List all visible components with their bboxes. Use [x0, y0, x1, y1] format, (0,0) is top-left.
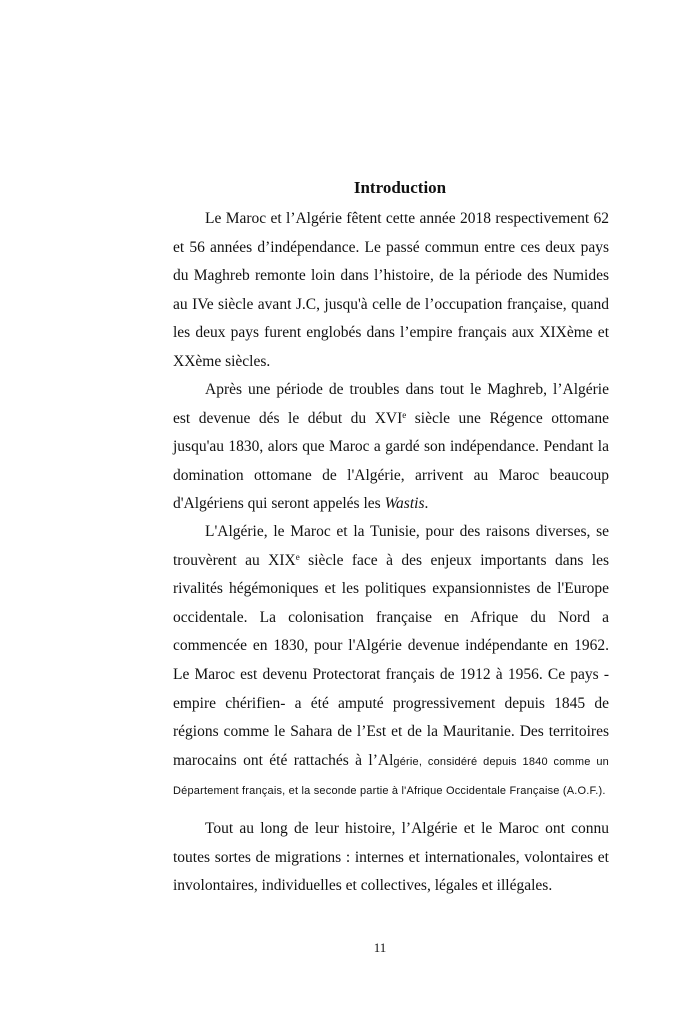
paragraph-1-text: Le Maroc et l’Algérie fêtent cette année 2018 respectivement 62 et 56 années d’indépendance. Le passé commun entre ces deux pays du Maghreb remonte loin dans l’histoire, de la période des Numides au IVe siècle avant J.C, jusqu'à celle de l’occupation française, quand les deux pays furent englobés dans l’empire français aux XIXème et XXème siècles. [173, 210, 609, 370]
page-title: Introduction [353, 178, 447, 197]
page-number: 11 [373, 940, 387, 955]
superscript-e: e [295, 551, 300, 562]
paragraph-3-text-a: L'Algérie, le Maroc et la Tunisie, pour des raisons diverses, se trouvèrent au XIX [173, 523, 609, 569]
paragraph-3 [173, 518, 609, 805]
paragraph-2-text-c: . [424, 495, 429, 513]
paragraph-3-text-b: siècle face à des enjeux importants dans les rivalités hégémoniques et les politiques expansionnistes de l'Europe occidentale. La colonisation française en Afrique du Nord a commencée en 1830, pour l'Algérie devenue indépendante en 1962. Le Maroc est devenu Protectorat français de 1912 à 1956. Ce pays - empire chérifien- a été amputé progressivement depuis 1845 de régions comme le Sahara de l’Est et de la Mauritanie. Des territoires marocains ont été rattachés à l’Al [173, 551, 610, 769]
paragraph-2 [173, 376, 609, 519]
paragraph-2-text-b: siècle une Régence ottomane jusqu'au 1830, alors que Maroc a gardé son indépendance. Pendant la domination ottomane de l'Algérie, arrivent au Maroc beaucoup d'Algériens qui seront appelés les [173, 409, 609, 513]
paragraph-2-text-a: Après une période de troubles dans tout le Maghreb, l’Algérie est devenue dés le début du XVI [173, 381, 609, 427]
paragraph-3-small-text: gérie, considéré depuis 1840 comme un Département français, et la seconde partie à l'Afrique Occidentale Française (A.O.F.). [173, 755, 609, 797]
wastis-term: Wastis [384, 495, 425, 513]
paragraph-4 [173, 815, 609, 901]
paragraph-1 [173, 205, 609, 377]
superscript-e: e [402, 409, 407, 420]
paragraph-4-text: Tout au long de leur histoire, l’Algérie et le Maroc ont connu toutes sortes de migrations : internes et internationales, volontaires et involontaires, individuelles et collectives, légales et illégales. [173, 820, 609, 895]
